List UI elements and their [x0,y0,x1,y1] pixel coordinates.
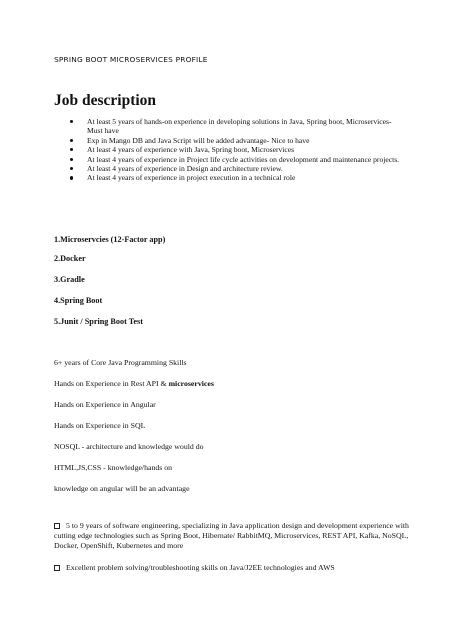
bullet-icon [70,176,73,179]
numbered-item-gradle: 3.Gradle [54,275,85,284]
skill-rest-api [54,379,214,388]
checkbox-square-icon [54,565,60,571]
requirements-list [54,117,404,183]
list-item-text: At least 4 years of experience with Java, Spring boot, Microservices [87,145,295,155]
bullet-icon [70,167,73,170]
skill-html: HTML,JS,CSS - knowledge/hands on [54,463,173,472]
bullet-icon [70,120,73,123]
list-item [54,145,404,154]
list-item [54,136,404,145]
numbered-item-microservices: 1.Microservcies (12-Factor app) [54,235,166,244]
skill-rest-api-text: Hands on Experience in Rest API & [54,379,169,388]
list-item-text: At least 5 years of hands-on experience in developing solutions in Java, Spring boot, Microservices- Must have [87,117,392,136]
list-item-text: Exp in Mango DB and Java Script will be added advantage- Nice to have [87,135,310,145]
skill-sql: Hands on Experience in SQL [54,421,146,430]
list-item [54,164,404,173]
list-item-text: At least 4 years of experience in Design and architecture review. [87,164,283,174]
list-item [54,155,404,164]
bullet-icon [70,148,73,151]
checkbox-square-icon [54,523,60,529]
summary-item-experience [54,521,414,551]
list-item [54,117,404,136]
numbered-item-junit: 5.Junit / Spring Boot Test [54,317,143,326]
skill-core-java: 6+ years of Core Java Programming Skills [54,358,187,367]
bullet-icon [70,158,73,161]
list-item-text: At least 4 years of experience in Project life cycle activities on development and maintenance projects. [87,154,400,164]
summary-text: Excellent problem solving/troubleshooting skills on Java/J2EE technologies and AWS [66,563,335,572]
skill-angular: Hands on Experience in Angular [54,400,156,409]
skill-rest-api-bold: microservices [168,379,214,388]
summary-item-problem-solving [54,563,414,573]
skill-nosql: NOSQL - architecture and knowledge would do [54,442,204,451]
summary-text: 5 to 9 years of software engineering, specializing in Java application design and development experience with cutting edge technologies such as Spring Boot, Hibernate/ RabbitMQ, Microservices, REST API, Kafka, NoSQL, Docker, OpenShift, Kubernetes and more [54,521,409,550]
list-item [54,173,404,182]
list-item-text: At least 4 years of experience in project execution in a technical role [87,173,296,183]
numbered-item-docker: 2.Docker [54,254,86,263]
bullet-icon [70,139,73,142]
skill-angular-advantage: knowledge on angular will be an advantage [54,484,190,493]
numbered-item-spring-boot: 4.Spring Boot [54,296,103,305]
profile-heading: SPRING BOOT MICROSERVICES PROFILE [54,55,208,64]
job-description-title: Job description [54,92,157,109]
